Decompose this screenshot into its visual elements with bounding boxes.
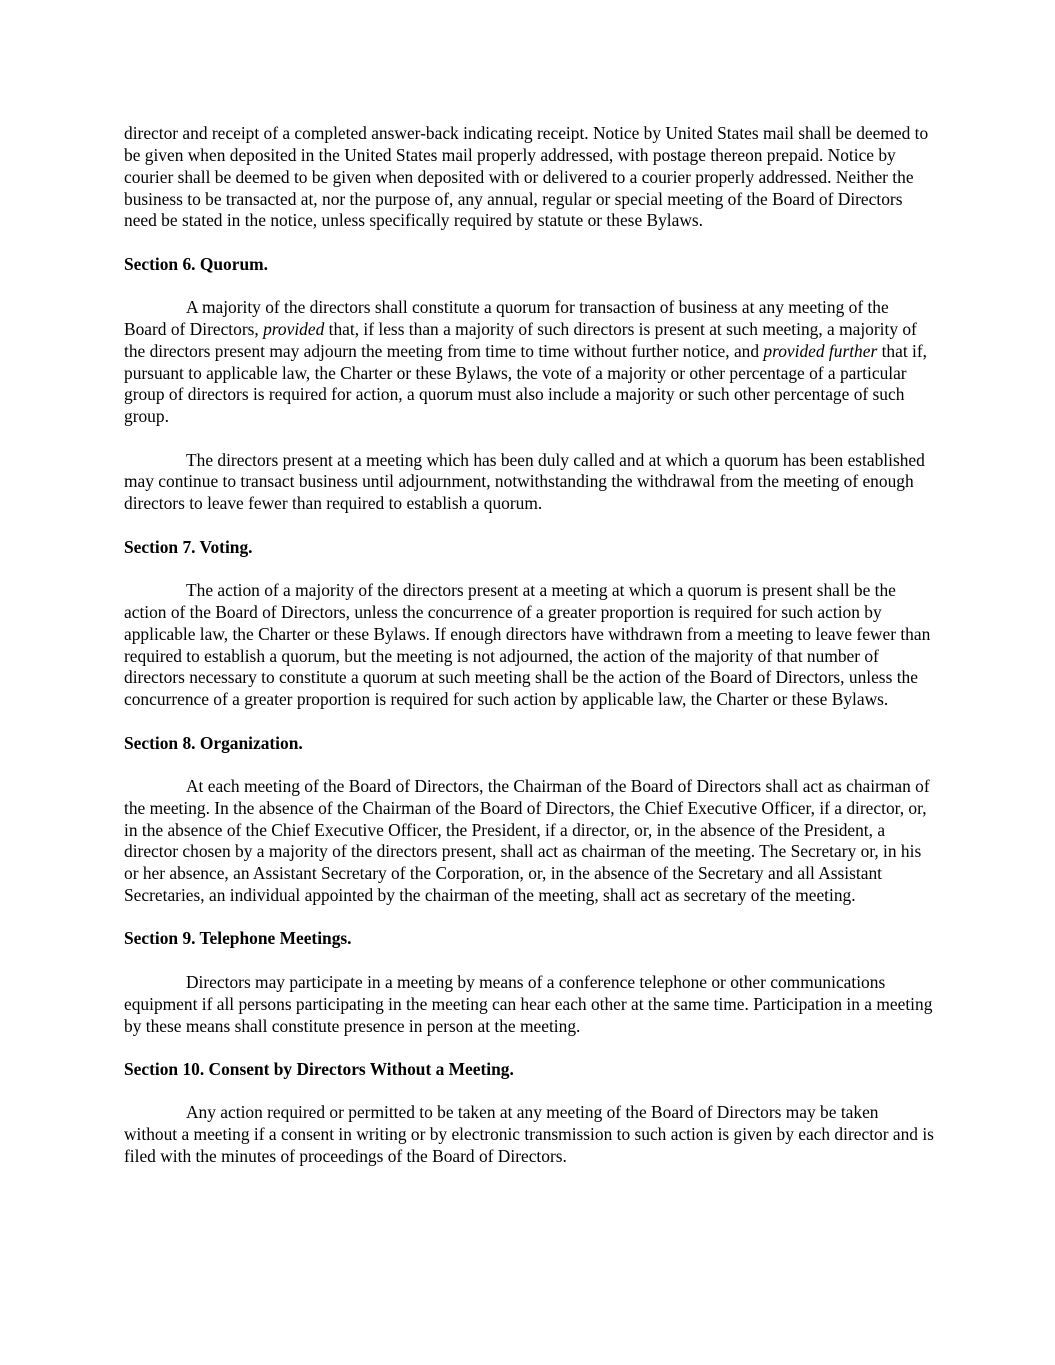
section-6-heading: Section 6. Quorum. [124,253,268,274]
section-6-p1-text-b: that, if less than a majority of such directors is present at such meeting, a majority of the directors present may adjourn the meeting from time to time without further notice, and [124,318,917,361]
continuation-paragraph: director and receipt of a completed answer-back indicating receipt. Notice by United States mail shall be deemed to be given when deposited in the United States mail properly addressed, with postage thereon prepaid. Notice by courier shall be deemed to be given when deposited with or delivered to a courier properly addressed. Neither the business to be transacted at, nor the purpose of, any annual, regular or special meeting of the Board of Directors need be stated in the notice, unless specifically required by statute or these Bylaws. [124,123,929,231]
section-6-p1-emphasis-provided-further: provided further [763,340,878,361]
document-page [124,123,934,1189]
section-10-paragraph-1: Any action required or permitted to be taken at any meeting of the Board of Directors may be taken without a meeting if a consent in writing or by electronic transmission to such action is given by each director and is filed with the minutes of proceedings of the Board of Directors. [124,1102,934,1166]
section-6-paragraph-1 [124,297,934,428]
section-6-p1-emphasis-provided: provided [263,318,325,339]
section-7-paragraph-1: The action of a majority of the directors present at a meeting at which a quorum is present shall be the action of the Board of Directors, unless the concurrence of a greater proportion is required for such action by applicable law, the Charter or these Bylaws. If enough directors have withdrawn from a meeting to leave fewer than required to establish a quorum, but the meeting is not adjourned, the action of the majority of that number of directors necessary to constitute a quorum at such meeting shall be the action of the Board of Directors, unless the concurrence of a greater proportion is required for such action by applicable law, the Charter or these Bylaws. [124,580,931,710]
section-6-p1-text-a: A majority of the directors shall constitute a quorum for transaction of business at any meeting of the Board of Directors, [124,297,889,339]
section-6-paragraph-2: The directors present at a meeting which has been duly called and at which a quorum has been established may continue to transact business until adjournment, notwithstanding the withdrawal from the meeting of enough directors to leave fewer than required to establish a quorum. [124,449,925,514]
section-8-paragraph-1: At each meeting of the Board of Directors, the Chairman of the Board of Directors shall act as chairman of the meeting. In the absence of the Chairman of the Board of Directors, the Chief Executive Officer, if a director, or, in the absence of the Chief Executive Officer, the President, if a director, or, in the absence of the President, a director chosen by a majority of the directors present, shall act as chairman of the meeting. The Secretary or, in his or her absence, an Assistant Secretary of the Corporation, or, in the absence of the Secretary and all Assistant Secretaries, an individual appointed by the chairman of the meeting, shall act as secretary of the meeting. [124,775,930,906]
section-10-heading: Section 10. Consent by Directors Without a Meeting. [124,1058,514,1079]
section-7-heading: Section 7. Voting. [124,536,253,557]
section-8-heading: Section 8. Organization. [124,732,303,753]
section-6-p1-text-c: that if, pursuant to applicable law, the Charter or these Bylaws, the vote of a majority or other percentage of a particular group of directors is required for action, a quorum must also include a majority or such other percentage of such group. [124,340,927,427]
section-9-paragraph-1: Directors may participate in a meeting by means of a conference telephone or other communications equipment if all persons participating in the meeting can hear each other at the same time. Participation in a meeting by these means shall constitute presence in person at the meeting. [124,971,933,1036]
section-9-heading: Section 9. Telephone Meetings. [124,928,352,949]
